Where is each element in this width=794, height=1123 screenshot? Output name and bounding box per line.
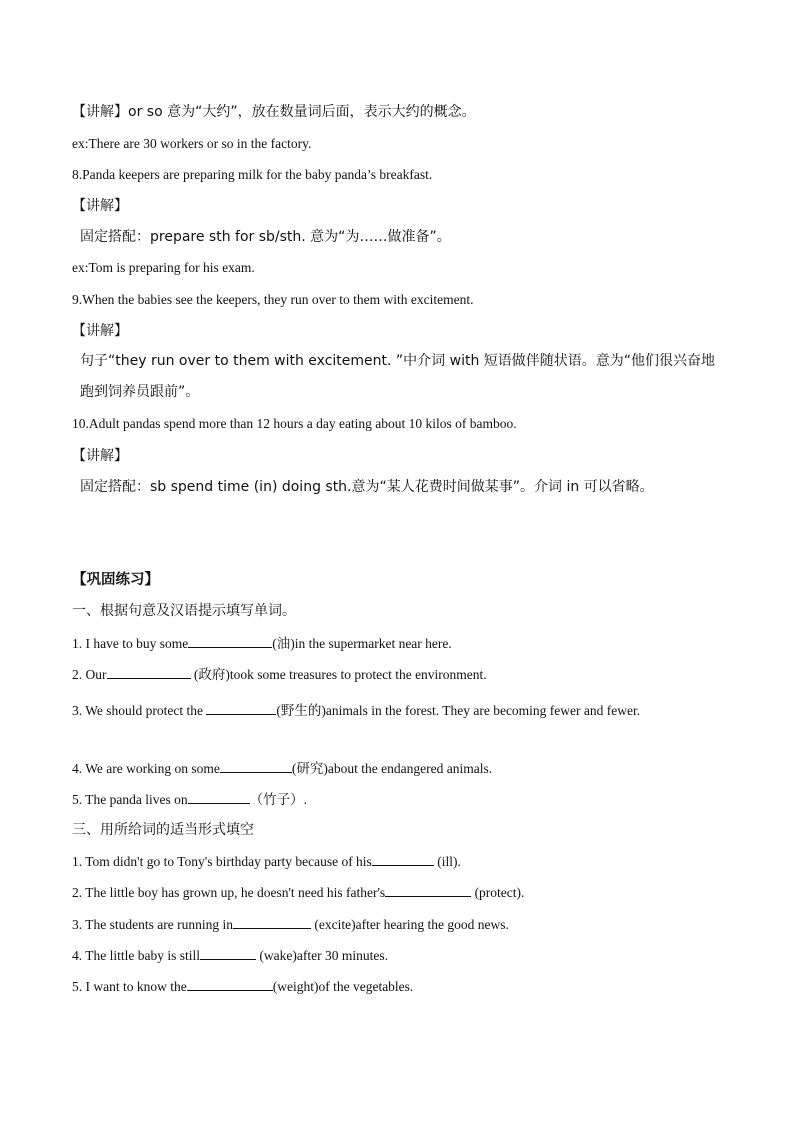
answer-blank[interactable] bbox=[188, 633, 272, 648]
sentence-9: 9.When the babies see the keepers, they run over to them with excitement. bbox=[72, 292, 474, 307]
answer-blank[interactable] bbox=[372, 851, 434, 866]
sentence-8: 8.Panda keepers are preparing milk for the baby panda’s breakfast. bbox=[72, 167, 433, 182]
explanation-heading: 【讲解】 bbox=[72, 198, 128, 214]
section1-heading: 一、根据句意及汉语提示填写单词。 bbox=[72, 603, 296, 619]
exercise-item: 5. I want to know the (weight)of the vegetables. bbox=[72, 976, 722, 997]
answer-blank[interactable] bbox=[220, 758, 292, 773]
exercise-item: 1. I have to buy some (油)in the supermarket near here. bbox=[72, 633, 722, 654]
answer-blank[interactable] bbox=[385, 882, 471, 897]
answer-blank[interactable] bbox=[188, 789, 250, 804]
answer-blank[interactable] bbox=[233, 914, 311, 929]
example-sentence: ex:There are 30 workers or so in the factory. bbox=[72, 136, 312, 151]
exercise-item: 3. The students are running in (excite)after hearing the good news. bbox=[72, 914, 722, 935]
section3-heading: 三、用所给词的适当形式填空 bbox=[72, 822, 254, 838]
answer-blank[interactable] bbox=[206, 700, 276, 715]
exercise-item: 4. We are working on some (研究)about the endangered animals. bbox=[72, 758, 722, 779]
exercise-item: 3. We should protect the (野生的)animals in the forest. They are becoming fewer and fewer. bbox=[72, 695, 722, 726]
exercise-item: 4. The little baby is still (wake)after 30 minutes. bbox=[72, 945, 722, 966]
explanation-spend: 固定搭配：sb spend time (in) doing sth.意为“某人花费时间做某事”。介词 in 可以省略。 bbox=[80, 479, 654, 495]
explanation-prepare: 固定搭配：prepare sth for sb/sth. 意为“为……做准备”。 bbox=[80, 229, 451, 245]
example-sentence: ex:Tom is preparing for his exam. bbox=[72, 260, 255, 275]
sentence-10: 10.Adult pandas spend more than 12 hours a day eating about 10 kilos of bamboo. bbox=[72, 416, 517, 431]
explanation-heading: 【讲解】 bbox=[72, 448, 128, 464]
explanation-or-so: 【讲解】or so 意为“大约”，放在数量词后面，表示大约的概念。 bbox=[72, 104, 476, 120]
exercise-item: 2. Our (政府)took some treasures to protect the environment. bbox=[72, 664, 722, 685]
exercise-item: 5. The panda lives on （竹子）. bbox=[72, 789, 722, 810]
answer-blank[interactable] bbox=[187, 976, 273, 991]
explanation-with-phrase: 句子“they run over to them with excitement. ”中介词 with 短语做伴随状语。意为“他们很兴奋地跑到饲养员跟前”。 bbox=[80, 353, 716, 400]
exercise-item: 2. The little boy has grown up, he doesn't need his father's (protect). bbox=[72, 882, 722, 903]
explanation-heading: 【讲解】 bbox=[72, 323, 128, 339]
exercise-item: 1. Tom didn't go to Tony's birthday party because of his (ill). bbox=[72, 851, 722, 872]
answer-blank[interactable] bbox=[107, 664, 191, 679]
practice-title: 【巩固练习】 bbox=[72, 572, 159, 588]
answer-blank[interactable] bbox=[200, 945, 256, 960]
